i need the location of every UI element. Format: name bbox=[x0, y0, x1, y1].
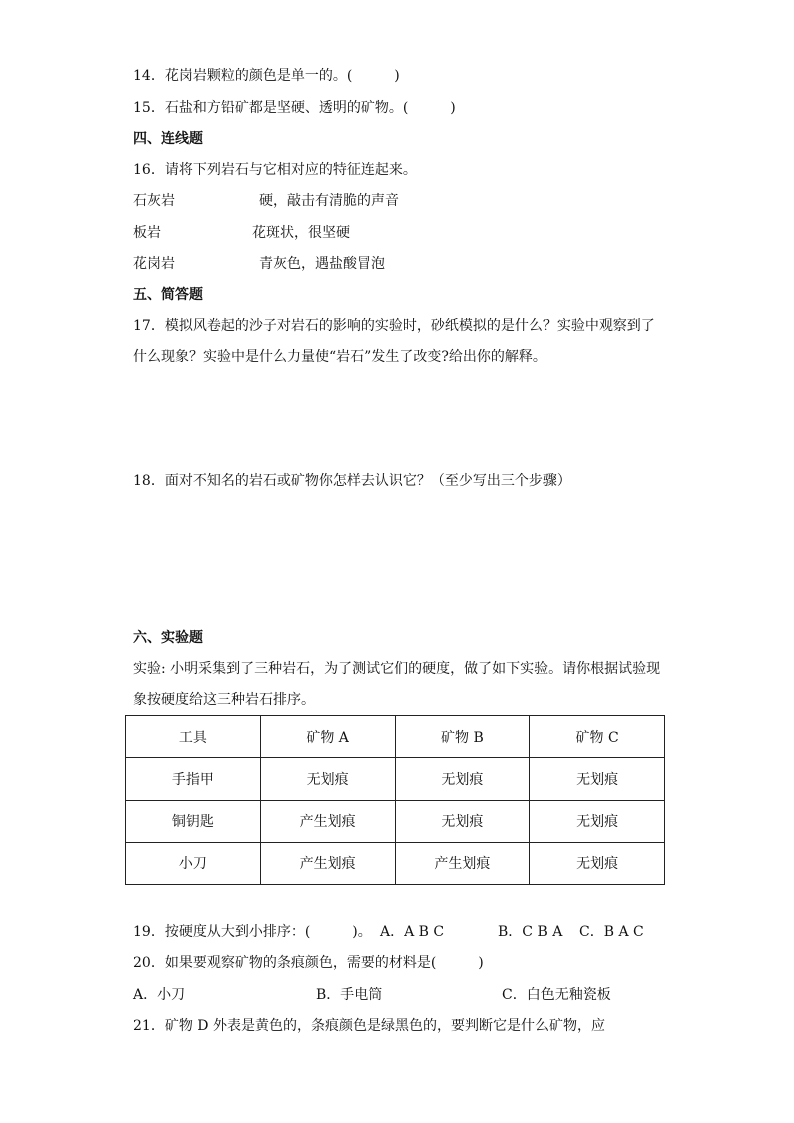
match-left-3: 花岗岩 bbox=[133, 256, 175, 272]
question-16: 16．请将下列岩石与它相对应的特征连起来。 bbox=[133, 162, 417, 178]
table-header-cell: 工具 bbox=[126, 716, 261, 758]
hardness-table bbox=[125, 715, 665, 885]
table-cell: 无划痕 bbox=[395, 800, 530, 842]
question-19-stem: 19．按硬度从大到小排序：( )。 bbox=[133, 924, 372, 940]
question-20-option-a: A．小刀 bbox=[133, 987, 186, 1003]
table-header-row bbox=[126, 716, 665, 758]
match-left-1: 石灰岩 bbox=[133, 193, 175, 209]
section-heading-experiment: 六、实验题 bbox=[133, 630, 203, 646]
experiment-intro-line-2: 象按硬度给这三种岩石排序。 bbox=[133, 692, 315, 708]
question-19-option-b: B．C B A bbox=[498, 924, 563, 940]
question-21: 21．矿物 D 外表是黄色的，条痕颜色是绿黑色的，要判断它是什么矿物，应 bbox=[133, 1018, 605, 1034]
question-20-stem: 20．如果要观察矿物的条痕颜色，需要的材料是( ) bbox=[133, 955, 484, 971]
section-heading-matching: 四、连线题 bbox=[133, 131, 203, 147]
table-cell: 无划痕 bbox=[530, 758, 665, 800]
match-left-2: 板岩 bbox=[133, 225, 161, 241]
table-header-cell: 矿物 C bbox=[530, 716, 665, 758]
table-cell: 手指甲 bbox=[126, 758, 261, 800]
table-cell: 无划痕 bbox=[260, 758, 395, 800]
match-right-3: 青灰色，遇盐酸冒泡 bbox=[259, 256, 385, 272]
table-row bbox=[126, 758, 665, 800]
table-row bbox=[126, 800, 665, 842]
question-17-line-2: 什么现象？实验中是什么力量使“岩石”发生了改变?给出你的解释。 bbox=[133, 349, 547, 365]
section-heading-short-answer: 五、简答题 bbox=[133, 287, 203, 303]
table-header-cell: 矿物 A bbox=[260, 716, 395, 758]
question-14: 14．花岗岩颗粒的颜色是单一的。( ) bbox=[133, 68, 400, 84]
experiment-intro-line-1: 实验: 小明采集到了三种岩石，为了测试它们的硬度，做了如下实验。请你根据试验现 bbox=[133, 661, 661, 677]
table-cell: 无划痕 bbox=[395, 758, 530, 800]
question-17-line-1: 17．模拟风卷起的沙子对岩石的影响的实验时，砂纸模拟的是什么？实验中观察到了 bbox=[133, 318, 655, 334]
match-right-2: 花斑状，很坚硬 bbox=[252, 225, 350, 241]
table-cell: 无划痕 bbox=[530, 842, 665, 884]
table-cell: 产生划痕 bbox=[395, 842, 530, 884]
question-19-option-c: C．B A C bbox=[579, 924, 644, 940]
question-20-option-c: C．白色无釉瓷板 bbox=[502, 987, 611, 1003]
table-cell: 铜钥匙 bbox=[126, 800, 261, 842]
question-18: 18．面对不知名的岩石或矿物你怎样去认识它？（至少写出三个步骤） bbox=[133, 473, 571, 489]
match-right-1: 硬，敲击有清脆的声音 bbox=[259, 193, 399, 209]
question-15: 15．石盐和方铅矿都是坚硬、透明的矿物。( ) bbox=[133, 100, 456, 116]
table-cell: 产生划痕 bbox=[260, 800, 395, 842]
table-cell: 无划痕 bbox=[530, 800, 665, 842]
table-cell: 小刀 bbox=[126, 842, 261, 884]
table-header-cell: 矿物 B bbox=[395, 716, 530, 758]
question-20-option-b: B．手电筒 bbox=[316, 987, 383, 1003]
table-row bbox=[126, 842, 665, 884]
question-19-option-a: A．A B C bbox=[380, 924, 445, 940]
table-cell: 产生划痕 bbox=[260, 842, 395, 884]
